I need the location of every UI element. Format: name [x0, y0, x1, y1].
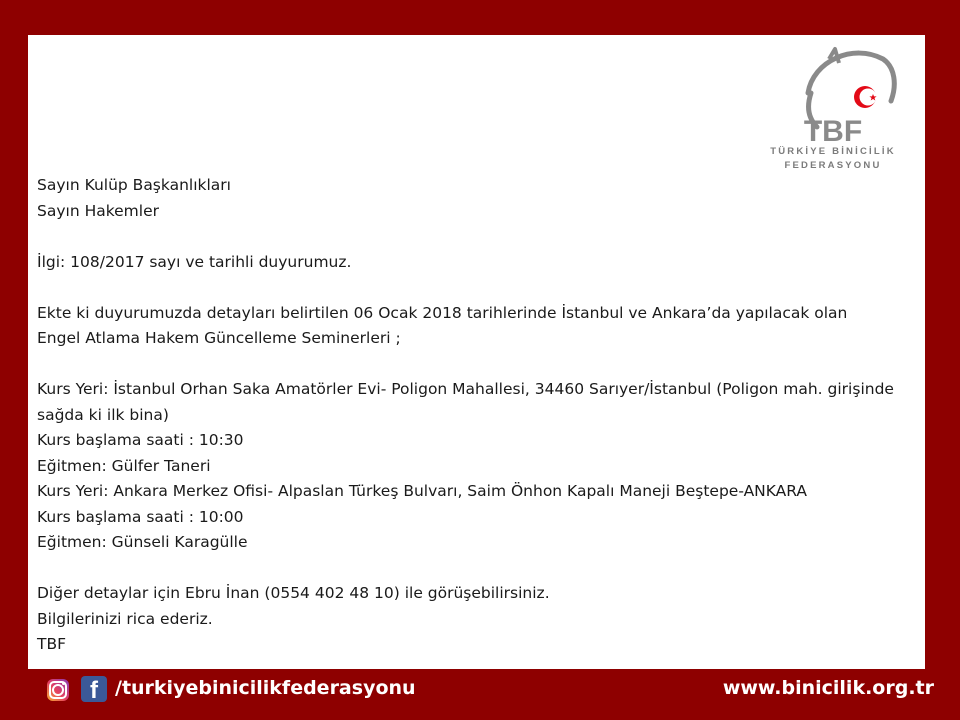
federation-name-line2: FEDERASYONU [784, 160, 882, 171]
announcement-page [28, 35, 925, 669]
horse-mane-arc [808, 53, 894, 101]
course1-trainer: Eğitmen: Gülfer Taneri [37, 456, 211, 475]
closing-line: Bilgilerinizi rica ederiz. [37, 609, 213, 628]
signature: TBF [37, 635, 67, 653]
social-handle-link[interactable]: /turkiyebinicilikfederasyonu [115, 677, 416, 699]
footer-bar [0, 669, 960, 720]
tbf-abbreviation: TBF [803, 115, 863, 148]
salutation-referees: Sayın Hakemler [37, 201, 159, 220]
federation-name [758, 145, 908, 173]
federation-name-line1: TÜRKİYE BİNİCİLİK [770, 146, 896, 157]
course2-trainer: Eğitmen: Günseli Karagülle [37, 533, 248, 551]
reference-line: İlgi: 108/2017 sayı ve tarihli duyurumuz. [37, 252, 352, 271]
course2-place: Kurs Yeri: Ankara Merkez Ofisi- Alpaslan Türkeş Bulvarı, Saim Önhon Kapalı Maneji Beştepe-ANKARA [37, 482, 808, 500]
course2-start-time: Kurs başlama saati : 10:00 [37, 507, 244, 526]
instagram-icon[interactable] [47, 679, 69, 701]
website-link[interactable]: www.binicilik.org.tr [722, 677, 934, 699]
contact-line: Diğer detaylar için Ebru İnan (0554 402 48 10) ile görüşebilirsiniz. [37, 584, 550, 602]
intro-paragraph: Ekte ki duyurumuzda detayları belirtilen 06 Ocak 2018 tarihlerinde İstanbul ve Ankara’da yapılacak olan Engel Atlama Hakem Güncelleme Seminerleri ; [37, 303, 848, 347]
course1-place: Kurs Yeri: İstanbul Orhan Saka Amatörler Evi- Poligon Mahallesi, 34460 Sarıyer/İstanbul (Poligon mah. girişinde sağda ki ilk bina) [37, 380, 894, 424]
salutation-clubs: Sayın Kulüp Başkanlıkları [37, 176, 231, 194]
course1-start-time: Kurs başlama saati : 10:30 [37, 431, 244, 449]
facebook-icon[interactable]: f [81, 676, 107, 702]
letter-body [37, 173, 917, 658]
